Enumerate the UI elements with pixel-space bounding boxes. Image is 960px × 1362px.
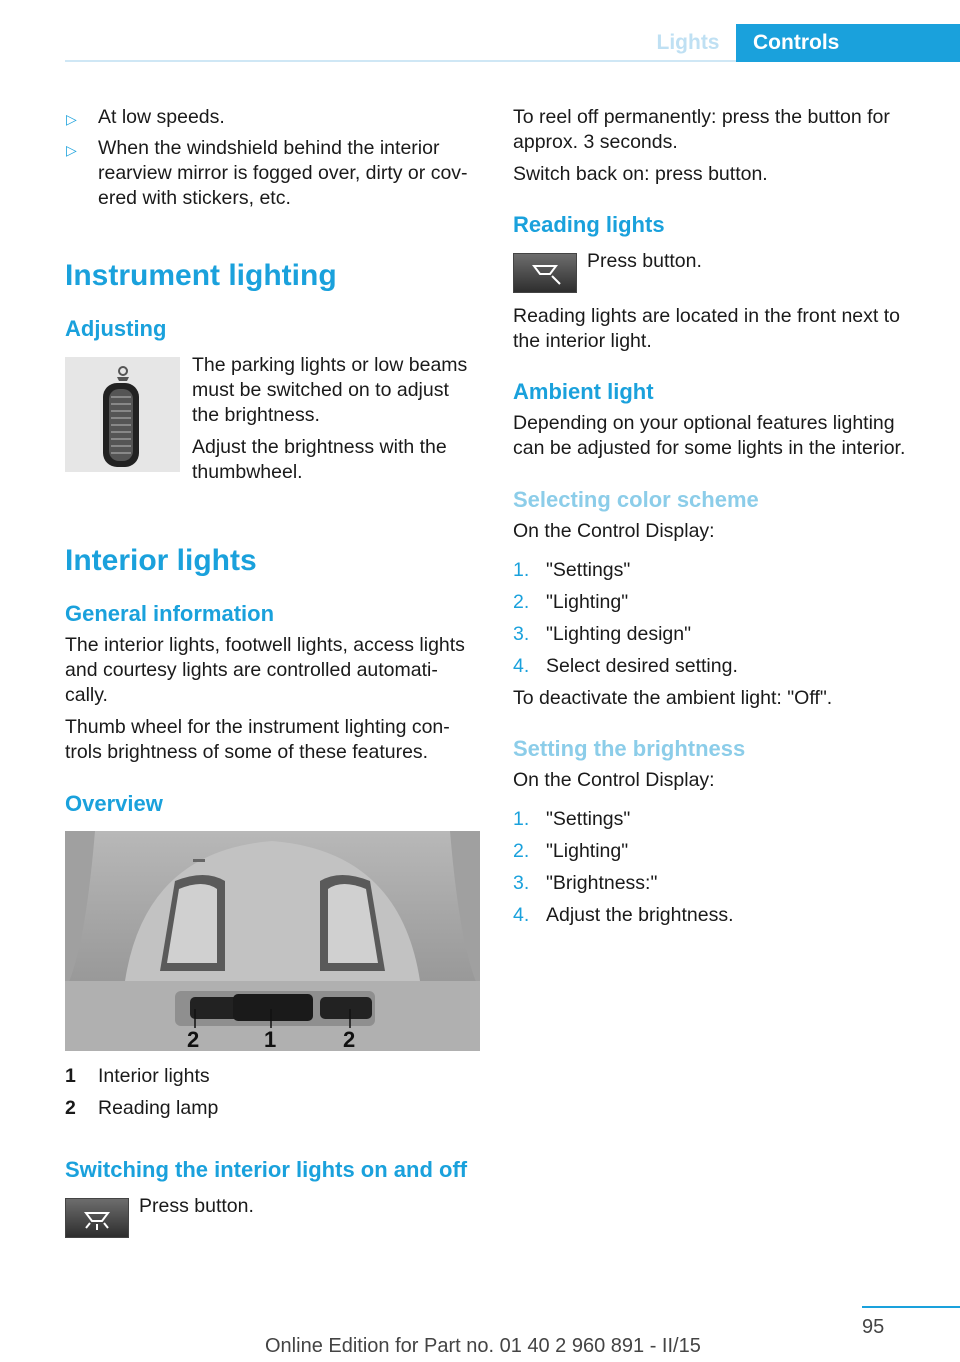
- step-number: 1.: [513, 808, 530, 830]
- bright-intro: On the Control Display:: [513, 769, 715, 791]
- bullet-text: At low speeds.: [98, 106, 225, 128]
- overview-image: [65, 831, 480, 1051]
- overhead-console-illustration: [65, 831, 480, 1051]
- reel-text: Switch back on: press button.: [513, 163, 768, 185]
- bullet-text: ered with stickers, etc.: [98, 187, 291, 209]
- general-text: trols brightness of some of these features.: [65, 741, 429, 763]
- color-intro: On the Control Display:: [513, 520, 715, 542]
- header-chapter: Controls: [753, 31, 840, 54]
- legend-number: 1: [65, 1065, 76, 1087]
- header-chapter-tab: [736, 24, 960, 62]
- heading-adjusting: Adjusting: [65, 316, 167, 341]
- legend-text: Interior lights: [98, 1065, 210, 1087]
- step-number: 1.: [513, 559, 530, 581]
- step-number: 4.: [513, 655, 530, 677]
- legend-text: Reading lamp: [98, 1097, 219, 1119]
- thumbwheel-image: [65, 357, 180, 472]
- step-text: "Lighting design": [546, 623, 692, 645]
- ambient-text: can be adjusted for some lights in the interior.: [513, 437, 906, 459]
- header-section: Lights: [656, 31, 720, 54]
- heading-switching-interior-lights: Switching the interior lights on and off: [65, 1157, 468, 1182]
- reading-light-button-icon: [513, 253, 577, 293]
- reading-text: the interior light.: [513, 330, 652, 352]
- callout-label: 2: [343, 1027, 356, 1051]
- callout-label: 2: [187, 1027, 200, 1051]
- step-text: Adjust the brightness.: [546, 904, 734, 926]
- switching-text: Press button.: [139, 1195, 254, 1217]
- heading-overview: Overview: [65, 791, 163, 816]
- reel-text: To reel off permanently: press the button for: [513, 106, 890, 128]
- footer-edition: Online Edition for Part no. 01 40 2 960 891 - II/15: [265, 1335, 701, 1357]
- step-number: 4.: [513, 904, 530, 926]
- page-number: 95: [862, 1316, 885, 1338]
- footer-rule: [862, 1306, 960, 1308]
- heading-ambient-light: Ambient light: [513, 379, 654, 404]
- ambient-text: Depending on your optional features lighting: [513, 412, 895, 434]
- reading-text: Reading lights are located in the front next to: [513, 305, 900, 327]
- heading-selecting-color-scheme: Selecting color scheme: [513, 487, 759, 512]
- bullet-marker: ▷: [66, 111, 77, 127]
- bullet-marker: ▷: [66, 142, 77, 158]
- step-text: "Lighting": [546, 840, 629, 862]
- step-text: "Brightness:": [546, 872, 658, 894]
- adjusting-text: must be switched on to adjust: [192, 379, 449, 401]
- adjusting-text: thumbwheel.: [192, 461, 303, 483]
- adjusting-text: Adjust the brightness with the: [192, 436, 447, 458]
- legend-number: 2: [65, 1097, 76, 1119]
- bullet-text: When the windshield behind the interior: [98, 137, 440, 159]
- thumbwheel-icon: [65, 357, 180, 472]
- heading-instrument-lighting: Instrument lighting: [65, 259, 337, 292]
- adjusting-text: The parking lights or low beams: [192, 354, 468, 376]
- heading-interior-lights: Interior lights: [65, 544, 257, 577]
- color-deactivate: To deactivate the ambient light: "Off".: [513, 687, 833, 709]
- general-text: and courtesy lights are controlled automati-: [65, 659, 438, 681]
- step-number: 3.: [513, 872, 530, 894]
- step-number: 2.: [513, 840, 530, 862]
- general-text: cally.: [65, 684, 108, 706]
- heading-general-information: General information: [65, 601, 275, 626]
- interior-light-button-icon: [65, 1198, 129, 1238]
- step-text: "Settings": [546, 559, 631, 581]
- reading-press-text: Press button.: [587, 250, 702, 272]
- step-text: Select desired setting.: [546, 655, 738, 677]
- step-number: 2.: [513, 591, 530, 613]
- heading-setting-brightness: Setting the brightness: [513, 736, 746, 761]
- adjusting-text: the brightness.: [192, 404, 320, 426]
- callout-label: 1: [264, 1027, 277, 1051]
- step-text: "Lighting": [546, 591, 629, 613]
- step-number: 3.: [513, 623, 530, 645]
- reel-text: approx. 3 seconds.: [513, 131, 678, 153]
- bullet-text: rearview mirror is fogged over, dirty or cov-: [98, 162, 468, 184]
- heading-reading-lights: Reading lights: [513, 212, 665, 237]
- step-text: "Settings": [546, 808, 631, 830]
- general-text: The interior lights, footwell lights, access lights: [65, 634, 465, 656]
- general-text: Thumb wheel for the instrument lighting con-: [65, 716, 450, 738]
